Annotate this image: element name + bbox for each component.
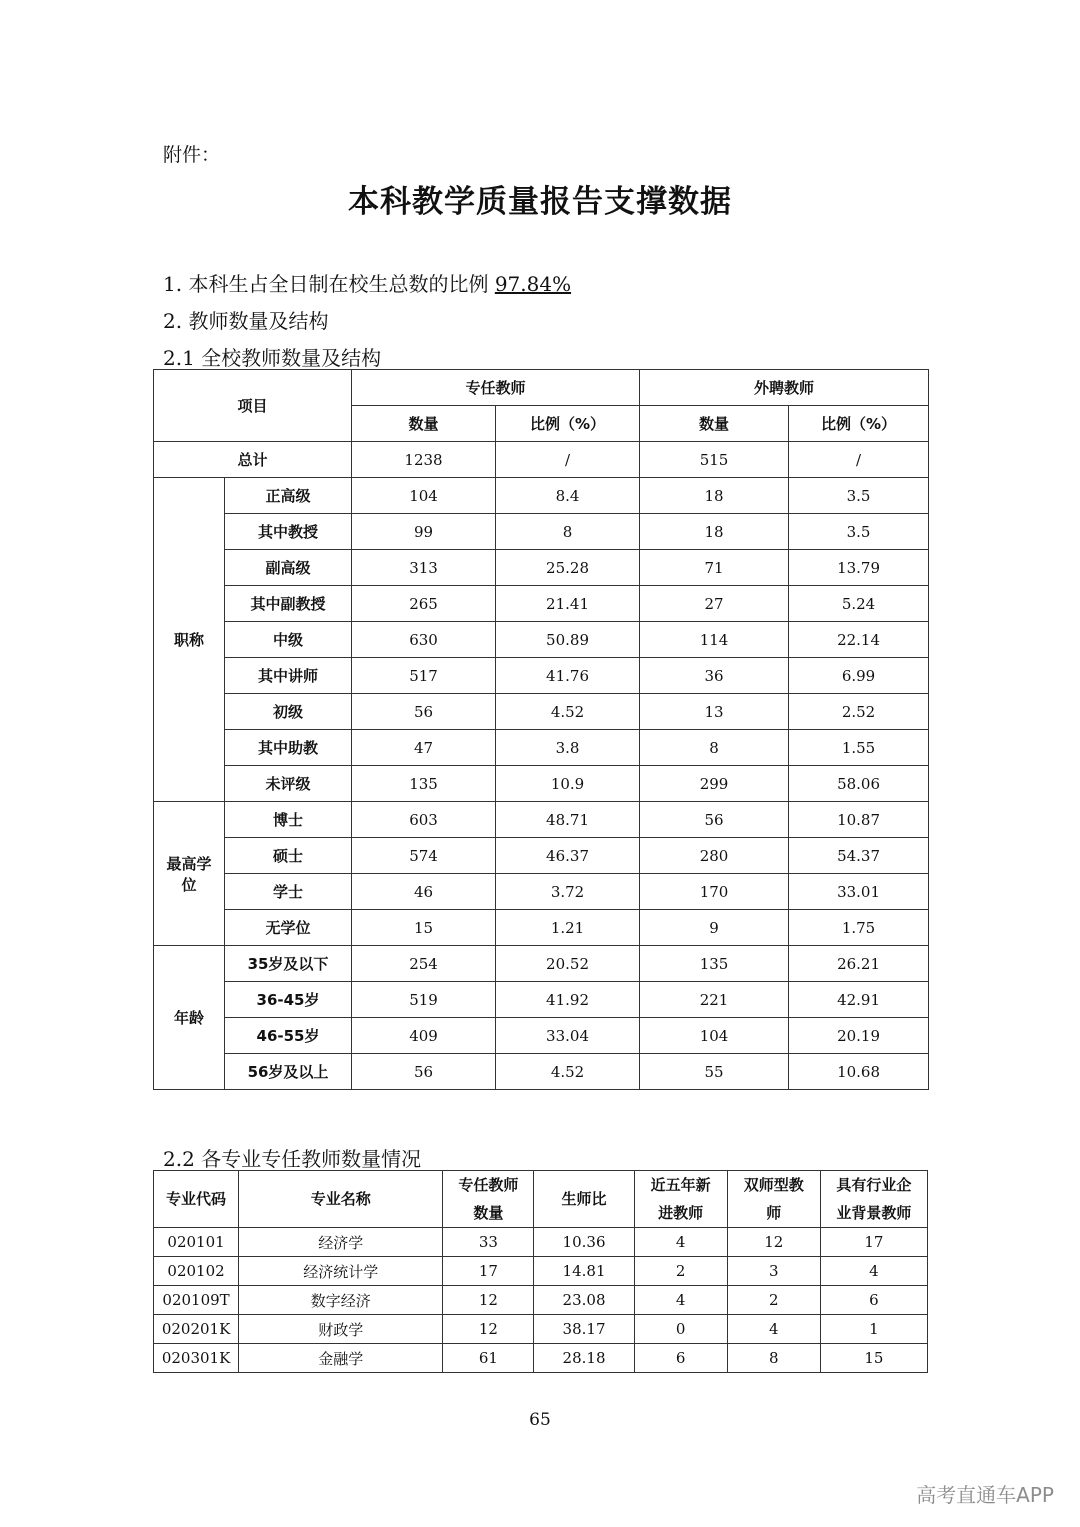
table-cell: 38.17: [534, 1315, 634, 1344]
total-cell: 515: [640, 442, 789, 478]
table-cell: 280: [640, 838, 789, 874]
table-row: [154, 838, 929, 874]
table-row: [154, 1228, 928, 1257]
table-cell: 4: [634, 1286, 727, 1315]
table-cell: 3.8: [496, 730, 640, 766]
table-cell: 3.72: [496, 874, 640, 910]
table-cell: 数字经济: [239, 1286, 443, 1315]
table-cell: 5.24: [789, 586, 929, 622]
table-cell: 56: [352, 1054, 496, 1090]
item-1: [163, 268, 571, 297]
header-fulltime: 专任教师: [352, 370, 640, 406]
table-cell: 46.37: [496, 838, 640, 874]
table-cell: 1.75: [789, 910, 929, 946]
table-cell: 10.36: [534, 1228, 634, 1257]
table-row: [154, 550, 929, 586]
watermark: 高考直通车APP: [916, 1483, 1054, 1507]
table-cell: 114: [640, 622, 789, 658]
annex-label: 附件：: [163, 144, 221, 166]
group-label: 最高学位: [154, 802, 225, 946]
table-cell: 135: [640, 946, 789, 982]
major-teacher-table: [153, 1170, 928, 1373]
table-cell: 14.81: [534, 1257, 634, 1286]
row-label: 副高级: [225, 550, 352, 586]
table-cell: 603: [352, 802, 496, 838]
table-row: [154, 766, 929, 802]
header-count: 数量: [640, 406, 789, 442]
table-cell: 26.21: [789, 946, 929, 982]
table-cell: 27: [640, 586, 789, 622]
table-cell: 12: [443, 1286, 534, 1315]
total-cell: 1238: [352, 442, 496, 478]
table-row: [154, 910, 929, 946]
item-2-heading: 2. 教师数量及结构: [163, 309, 329, 333]
table-cell: 56: [352, 694, 496, 730]
table-cell: 8: [727, 1344, 820, 1373]
table-cell: 71: [640, 550, 789, 586]
table-row: [154, 658, 929, 694]
table-cell: 33.01: [789, 874, 929, 910]
table-cell: 15: [820, 1344, 927, 1373]
table-cell: 2.52: [789, 694, 929, 730]
table-cell: 13.79: [789, 550, 929, 586]
table-cell: 财政学: [239, 1315, 443, 1344]
table-cell: 6: [634, 1344, 727, 1373]
table-cell: 18: [640, 514, 789, 550]
table-cell: 0: [634, 1315, 727, 1344]
table-row-total: [154, 442, 929, 478]
header-ratio: 比例（%）: [496, 406, 640, 442]
table-row: [154, 694, 929, 730]
table-header-row: [154, 370, 929, 406]
table-cell: 020101: [154, 1228, 239, 1257]
table-cell: 33.04: [496, 1018, 640, 1054]
column-header: 专任教师数量: [443, 1171, 534, 1228]
row-label: 正高级: [225, 478, 352, 514]
table-cell: 47: [352, 730, 496, 766]
row-label: 56岁及以上: [225, 1054, 352, 1090]
table-cell: 170: [640, 874, 789, 910]
table-cell: 经济统计学: [239, 1257, 443, 1286]
table-cell: 2: [634, 1257, 727, 1286]
table-row: [154, 514, 929, 550]
column-header: 专业名称: [239, 1171, 443, 1228]
table-cell: 17: [820, 1228, 927, 1257]
table-cell: 1.21: [496, 910, 640, 946]
table-cell: 41.76: [496, 658, 640, 694]
table-header-row: [154, 1171, 928, 1228]
row-label: 其中讲师: [225, 658, 352, 694]
page-number: 65: [529, 1410, 551, 1430]
table-row: [154, 946, 929, 982]
row-label: 博士: [225, 802, 352, 838]
table-row: [154, 982, 929, 1018]
header-item: 项目: [154, 370, 352, 442]
section-2-1-heading: 2.1 全校教师数量及结构: [163, 346, 382, 370]
group-label: 年龄: [154, 946, 225, 1090]
table-cell: 42.91: [789, 982, 929, 1018]
table-cell: 25.28: [496, 550, 640, 586]
table-cell: 020201K: [154, 1315, 239, 1344]
table-cell: 36: [640, 658, 789, 694]
table-cell: 517: [352, 658, 496, 694]
table-row: [154, 1286, 928, 1315]
table-row: [154, 874, 929, 910]
row-label: 无学位: [225, 910, 352, 946]
row-label: 初级: [225, 694, 352, 730]
table-row: [154, 622, 929, 658]
table-cell: 58.06: [789, 766, 929, 802]
table-cell: 8: [496, 514, 640, 550]
table-row: [154, 1344, 928, 1373]
table-cell: 313: [352, 550, 496, 586]
table-cell: 56: [640, 802, 789, 838]
document-title: 本科教学质量报告支撑数据: [348, 184, 732, 220]
table-cell: 4.52: [496, 1054, 640, 1090]
table-row: [154, 586, 929, 622]
total-cell: /: [496, 442, 640, 478]
table-cell: 54.37: [789, 838, 929, 874]
table-cell: 20.19: [789, 1018, 929, 1054]
row-label: 其中教授: [225, 514, 352, 550]
row-label: 学士: [225, 874, 352, 910]
section-2-2-heading: 2.2 各专业专任教师数量情况: [163, 1147, 422, 1171]
table-cell: 020301K: [154, 1344, 239, 1373]
column-header: 近五年新进教师: [634, 1171, 727, 1228]
table-cell: 630: [352, 622, 496, 658]
table-cell: 6: [820, 1286, 927, 1315]
table-cell: 12: [443, 1315, 534, 1344]
table-cell: 50.89: [496, 622, 640, 658]
table-row: [154, 730, 929, 766]
table-cell: 99: [352, 514, 496, 550]
table-cell: 55: [640, 1054, 789, 1090]
table-cell: 6.99: [789, 658, 929, 694]
header-external: 外聘教师: [640, 370, 929, 406]
table-row: [154, 1018, 929, 1054]
table-cell: 10.9: [496, 766, 640, 802]
table-cell: 4: [727, 1315, 820, 1344]
table-cell: 265: [352, 586, 496, 622]
table-row: [154, 1257, 928, 1286]
column-header: 生师比: [534, 1171, 634, 1228]
table-row: [154, 802, 929, 838]
table-cell: 17: [443, 1257, 534, 1286]
row-label: 其中助教: [225, 730, 352, 766]
table-cell: 104: [352, 478, 496, 514]
table-cell: 4: [634, 1228, 727, 1257]
table-cell: 61: [443, 1344, 534, 1373]
total-cell: /: [789, 442, 929, 478]
table-cell: 15: [352, 910, 496, 946]
table-cell: 8: [640, 730, 789, 766]
column-header: 专业代码: [154, 1171, 239, 1228]
table-cell: 金融学: [239, 1344, 443, 1373]
column-header: 双师型教师: [727, 1171, 820, 1228]
table-cell: 020102: [154, 1257, 239, 1286]
column-header: 具有行业企业背景教师: [820, 1171, 927, 1228]
table-cell: 12: [727, 1228, 820, 1257]
row-label: 中级: [225, 622, 352, 658]
table-cell: 3.5: [789, 514, 929, 550]
table-cell: 299: [640, 766, 789, 802]
table-cell: 46: [352, 874, 496, 910]
row-label: 36-45岁: [225, 982, 352, 1018]
item-1-label: 1. 本科生占全日制在校生总数的比例: [163, 272, 489, 296]
table-cell: 22.14: [789, 622, 929, 658]
table-cell: 519: [352, 982, 496, 1018]
table-cell: 20.52: [496, 946, 640, 982]
table-cell: 经济学: [239, 1228, 443, 1257]
table-cell: 23.08: [534, 1286, 634, 1315]
table-cell: 2: [727, 1286, 820, 1315]
table-row: [154, 1054, 929, 1090]
table-cell: 13: [640, 694, 789, 730]
table-cell: 28.18: [534, 1344, 634, 1373]
undergrad-ratio-value: 97.84%: [494, 272, 572, 296]
table-cell: 48.71: [496, 802, 640, 838]
table-cell: 10.68: [789, 1054, 929, 1090]
table-cell: 104: [640, 1018, 789, 1054]
table-cell: 135: [352, 766, 496, 802]
table-cell: 4: [820, 1257, 927, 1286]
row-label: 其中副教授: [225, 586, 352, 622]
table-cell: 18: [640, 478, 789, 514]
table-cell: 33: [443, 1228, 534, 1257]
header-ratio: 比例（%）: [789, 406, 929, 442]
row-label: 35岁及以下: [225, 946, 352, 982]
total-label: 总计: [154, 442, 352, 478]
header-count: 数量: [352, 406, 496, 442]
group-label: 职称: [154, 478, 225, 802]
table-cell: 020109T: [154, 1286, 239, 1315]
table-cell: 21.41: [496, 586, 640, 622]
table-row: [154, 1315, 928, 1344]
row-label: 硕士: [225, 838, 352, 874]
table-cell: 8.4: [496, 478, 640, 514]
table-cell: 3: [727, 1257, 820, 1286]
table-cell: 9: [640, 910, 789, 946]
table-row: [154, 478, 929, 514]
table-cell: 1: [820, 1315, 927, 1344]
table-cell: 41.92: [496, 982, 640, 1018]
table-cell: 221: [640, 982, 789, 1018]
teacher-structure-table: [153, 369, 929, 1090]
table-cell: 3.5: [789, 478, 929, 514]
table-cell: 574: [352, 838, 496, 874]
table-cell: 10.87: [789, 802, 929, 838]
table-cell: 409: [352, 1018, 496, 1054]
row-label: 46-55岁: [225, 1018, 352, 1054]
row-label: 未评级: [225, 766, 352, 802]
table-cell: 1.55: [789, 730, 929, 766]
table-cell: 4.52: [496, 694, 640, 730]
table-cell: 254: [352, 946, 496, 982]
